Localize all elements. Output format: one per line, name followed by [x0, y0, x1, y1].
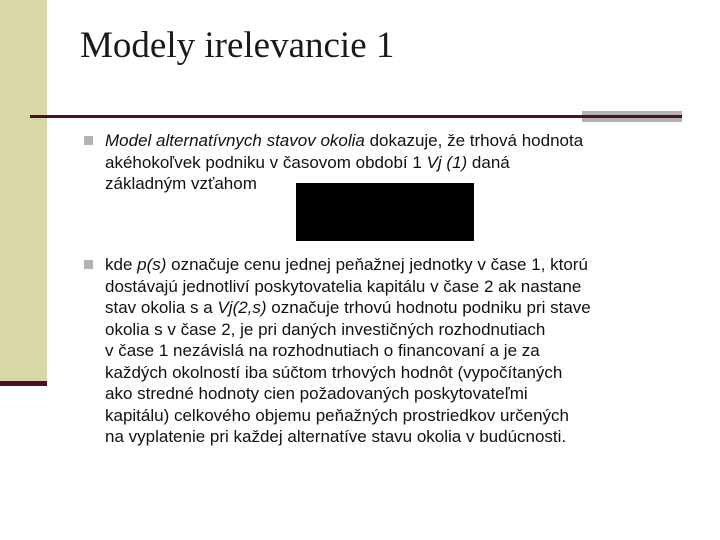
p2-line-1-text: označuje cenu jednej peňažnej jednotky v čase 1, ktorú [166, 255, 588, 274]
p2-line-3-start: stav okolia s a [105, 298, 218, 317]
p1-line-2-end: daná [467, 152, 510, 172]
p1-line-2 [105, 152, 695, 174]
bullet-1 [84, 136, 93, 145]
p1-line-2-text: akéhokoľvek podniku v časovom období 1 [105, 152, 427, 172]
left-accent-bar-line [0, 381, 47, 386]
p2-line-6: každých okolností iba súčtom trhových hodnôt (vypočítaných [105, 362, 563, 382]
p1-line-3: základným vzťahom [105, 174, 257, 193]
paragraph-2 [105, 254, 705, 448]
vj2s-term: Vj(2,s) [217, 298, 267, 317]
title-rule-accent-bottom [582, 118, 682, 122]
title-rule [30, 115, 682, 118]
p1-line-1-text: dokazuje, že trhová hodnota [364, 131, 584, 150]
model-term: Model alternatívnych stavov okolia [105, 131, 365, 150]
p2-line-8: kapitálu) celkového objemu peňažných prostriedkov určených [105, 405, 569, 425]
p1-line-1 [105, 130, 695, 152]
p2-line-4: okolia s v čase 2, je pri daných investičných rozhodnutiach [105, 319, 546, 339]
slide-title: Modely irelevancie 1 [80, 25, 395, 66]
p2-line-2: dostávajú jednotliví poskytovatelia kapitálu v čase 2 ak nastane [105, 276, 582, 296]
p2-line-5: v čase 1 nezávislá na rozhodnutiach o financovaní a je za [105, 341, 540, 360]
p2-line-1-start: kde [105, 255, 138, 274]
p2-line-7: ako stredné hodnoty cien požadovaných poskytovateľmi [105, 384, 528, 403]
vj1-term: Vj (1) [426, 152, 468, 172]
p2-line-9: na vyplatenie pri každej alternatíve stavu okolia v budúcnosti. [105, 427, 567, 446]
p2-line-3 [105, 297, 705, 319]
ps-term: p(s) [137, 255, 167, 274]
formula-image [296, 183, 474, 241]
p2-line-1 [105, 254, 705, 276]
bullet-2 [84, 260, 93, 269]
p2-line-3-text: označuje trhovú hodnotu podniku pri stave [266, 298, 591, 317]
left-accent-bar [0, 0, 47, 381]
